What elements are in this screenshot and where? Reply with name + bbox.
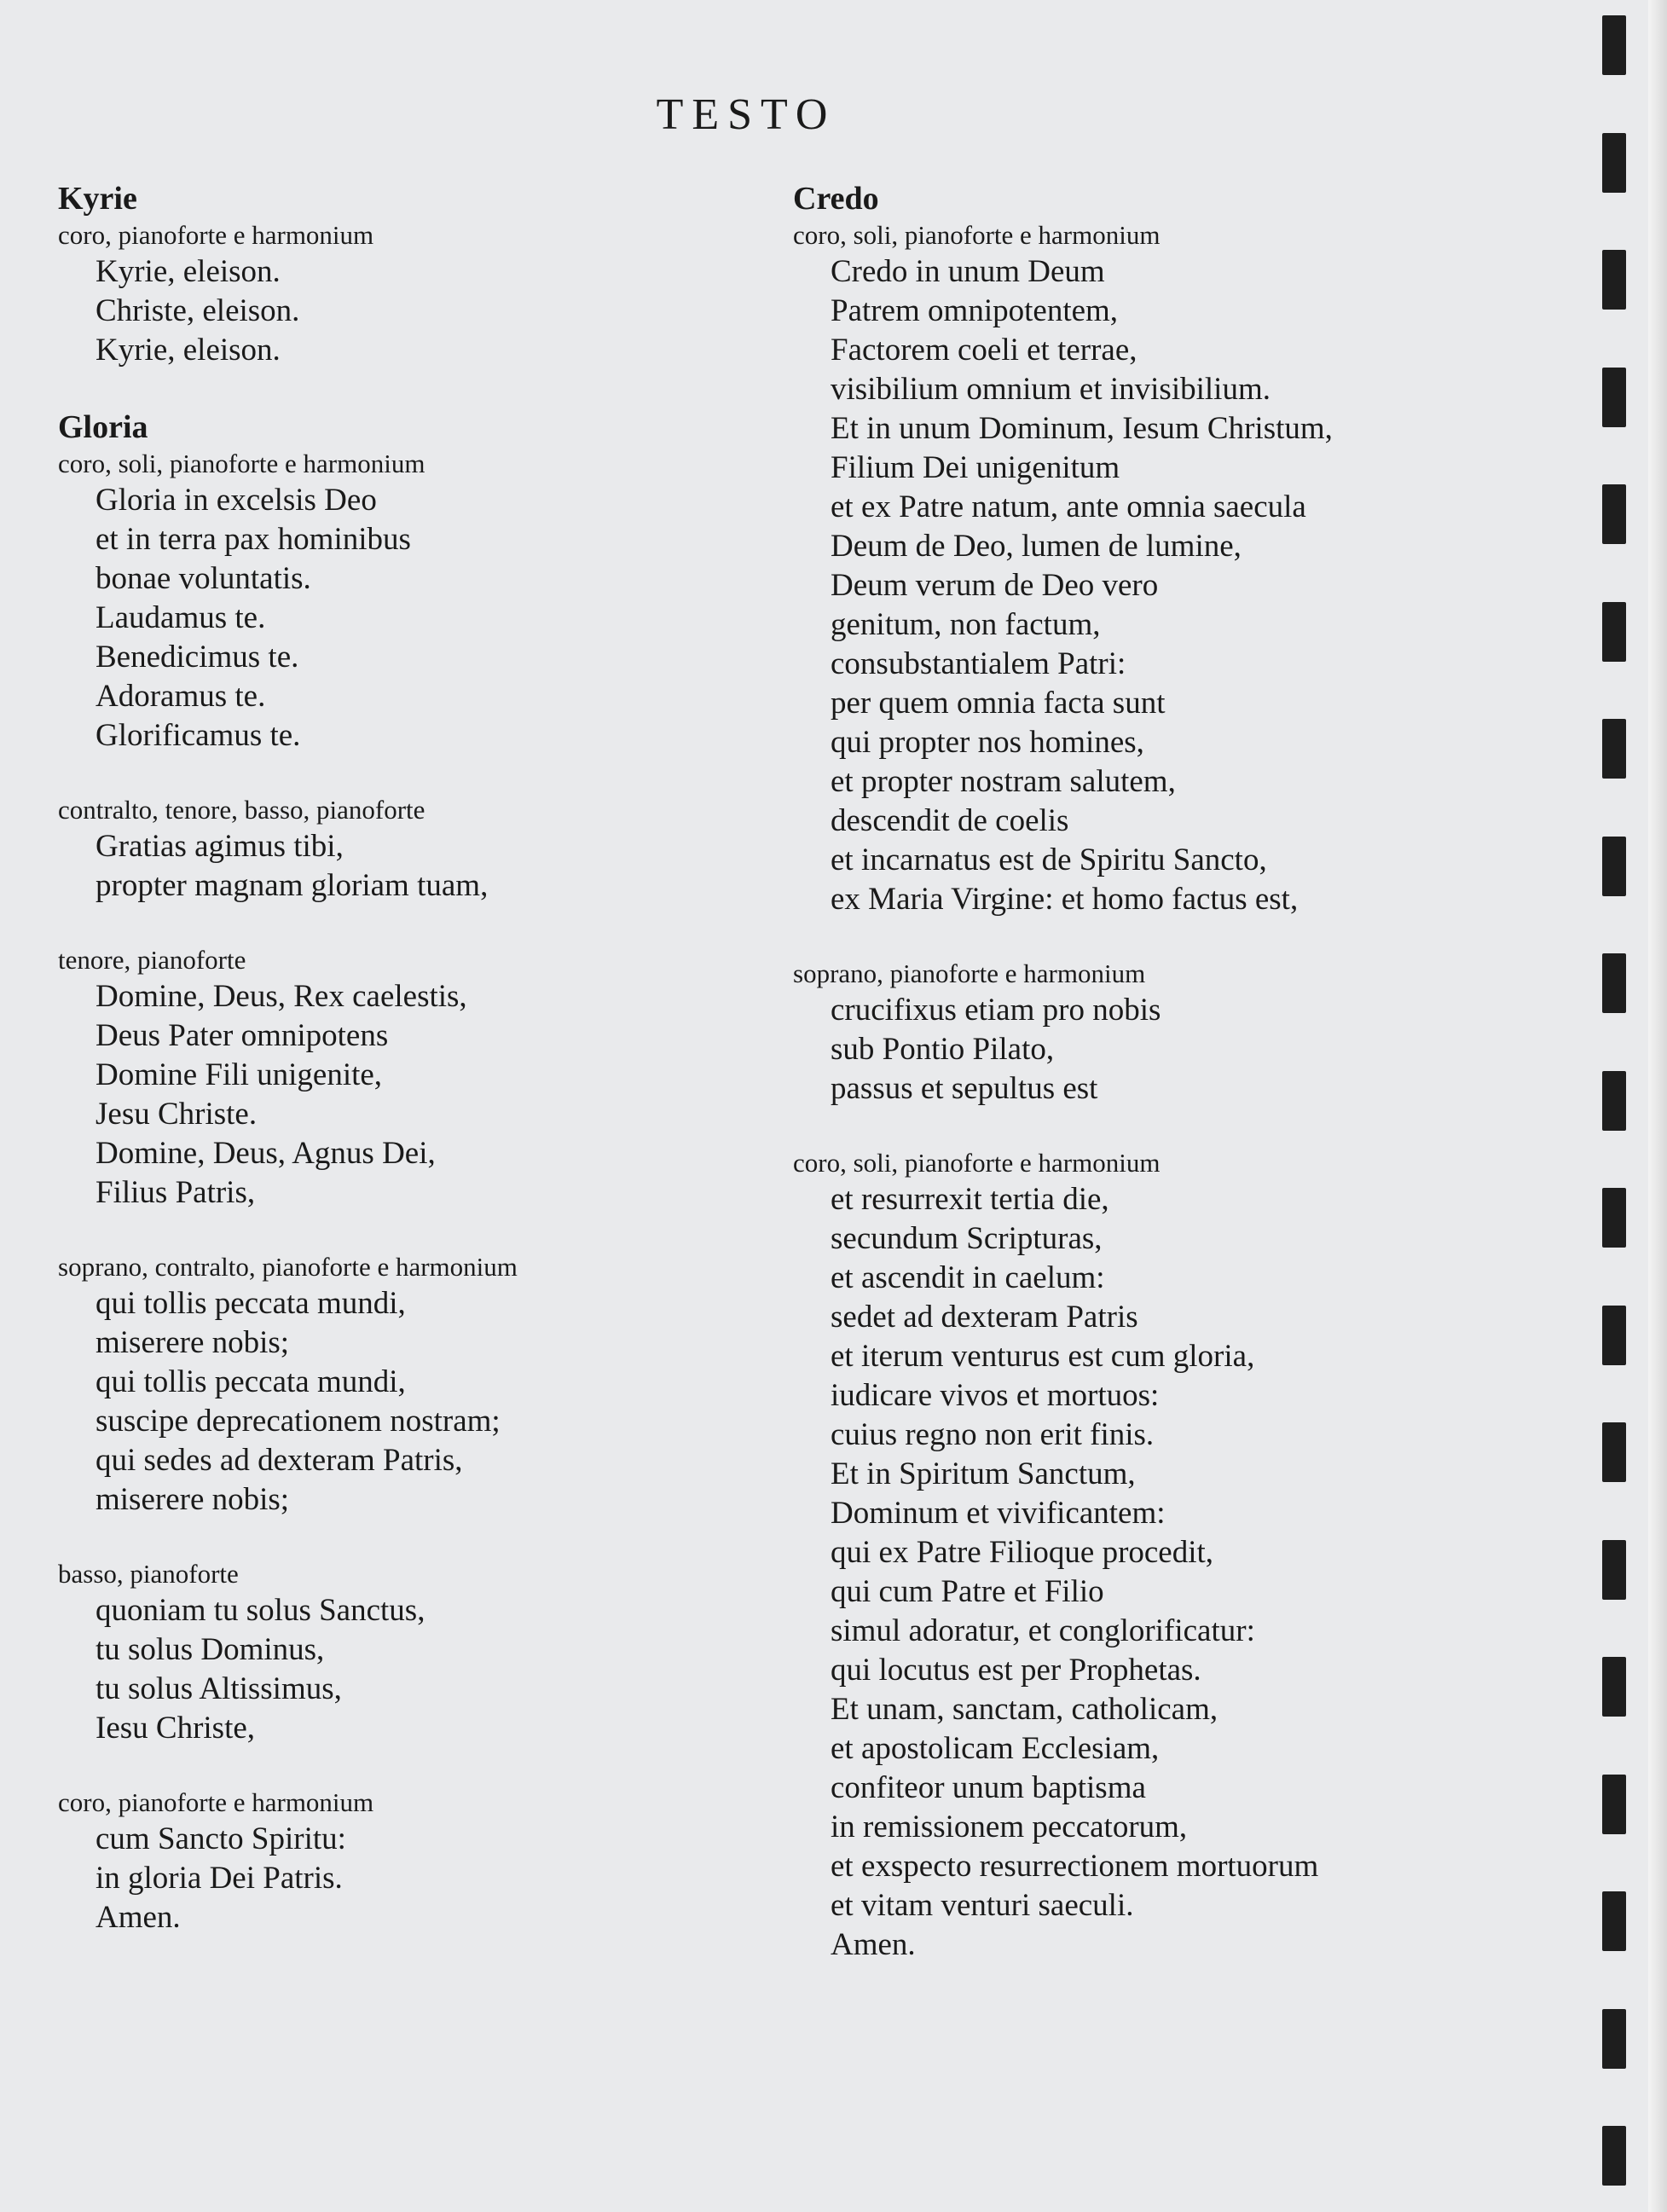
text-part (58, 1250, 740, 1520)
lyric-line: Et in Spiritum Sanctum, (831, 1456, 1136, 1491)
left-column (58, 179, 740, 1975)
lyric-line: qui sedes ad dexteram Patris, (96, 1443, 463, 1478)
lyric-line: per quem omnia facta sunt (831, 686, 1166, 721)
binding-hole (1602, 250, 1626, 310)
binding-hole (1602, 1422, 1626, 1482)
binding-hole (1602, 15, 1626, 75)
lyric-line: Et in unum Dominum, Iesum Christum, (831, 411, 1333, 446)
lyric-line: et ascendit in caelum: (831, 1260, 1105, 1295)
text-part (58, 447, 740, 756)
lyric-line: Benedicimus te. (96, 640, 299, 675)
section (58, 408, 740, 1937)
lyric-line: Filium Dei unigenitum (831, 450, 1120, 485)
text-part (58, 218, 740, 370)
lyric-line: Christe, eleison. (96, 293, 300, 328)
binding-hole (1602, 1306, 1626, 1365)
lyric-line: in gloria Dei Patris. (96, 1861, 343, 1896)
lyric-line: Gloria in excelsis Deo (96, 483, 377, 518)
lyric-line: in remissionem peccatorum, (831, 1810, 1188, 1844)
lyric-line: simul adoratur, et conglorificatur: (831, 1613, 1255, 1648)
lyric-line: cuius regno non erit finis. (831, 1417, 1155, 1452)
binding-hole (1602, 953, 1626, 1013)
lyric-line: Kyrie, eleison. (96, 333, 281, 368)
lyric-line: iudicare vivos et mortuos: (831, 1378, 1160, 1413)
lyric-line: et exspecto resurrectionem mortuorum (831, 1849, 1319, 1884)
page-title: TESTO (656, 90, 836, 139)
binding-hole (1602, 1188, 1626, 1248)
lyric-line: tu solus Dominus, (96, 1632, 325, 1667)
section-title: Gloria (58, 409, 148, 445)
lyric-line: sub Pontio Pilato, (831, 1032, 1055, 1067)
lyric-line: Dominum et vivificantem: (831, 1496, 1166, 1531)
lyric-line: visibilium omnium et invisibilium. (831, 372, 1271, 407)
scoring-label: basso, pianoforte (58, 1559, 239, 1589)
lyric-line: qui ex Patre Filioque procedit, (831, 1535, 1214, 1570)
lyric-line: Jesu Christe. (96, 1097, 258, 1132)
binding-hole (1602, 1657, 1626, 1717)
text-part (793, 218, 1518, 919)
lyric-line: et iterum venturus est cum gloria, (831, 1339, 1255, 1374)
lyric-line: et propter nostram salutem, (831, 764, 1176, 799)
lyric-line: descendit de coelis (831, 803, 1069, 838)
lyric-line: Domine, Deus, Agnus Dei, (96, 1136, 436, 1171)
lyric-line: suscipe deprecationem nostram; (96, 1404, 501, 1439)
binding-hole (1602, 368, 1626, 427)
text-part (793, 957, 1518, 1109)
binding-hole (1602, 837, 1626, 896)
binding-hole (1602, 602, 1626, 662)
lyric-line: tu solus Altissimus, (96, 1671, 342, 1706)
lyric-line: miserere nobis; (96, 1482, 290, 1517)
lyric-line: Gratias agimus tibi, (96, 829, 344, 864)
lyric-line: et apostolicam Ecclesiam, (831, 1731, 1160, 1766)
scoring-label: tenore, pianoforte (58, 945, 246, 975)
scoring-label: coro, pianoforte e harmonium (58, 220, 374, 250)
lyric-line: Factorem coeli et terrae, (831, 333, 1137, 368)
section (793, 179, 1518, 1965)
lyric-line: Credo in unum Deum (831, 254, 1105, 289)
scoring-label: coro, soli, pianoforte e harmonium (58, 449, 425, 478)
lyric-line: et incarnatus est de Spiritu Sancto, (831, 843, 1267, 877)
lyric-line: Amen. (831, 1927, 916, 1962)
lyric-line: qui locutus est per Prophetas. (831, 1653, 1201, 1688)
text-part (58, 943, 740, 1213)
lyric-line: crucifixus etiam pro nobis (831, 993, 1161, 1028)
scoring-label: contralto, tenore, basso, pianoforte (58, 795, 425, 825)
binding-hole (1602, 1071, 1626, 1131)
lyric-line: Iesu Christe, (96, 1711, 256, 1746)
page-edge (1648, 0, 1667, 2212)
lyric-line: et ex Patre natum, ante omnia saecula (831, 489, 1306, 524)
lyric-line: confiteor unum baptisma (831, 1770, 1146, 1805)
lyric-line: genitum, non factum, (831, 607, 1101, 642)
scoring-label: coro, pianoforte e harmonium (58, 1787, 374, 1817)
lyric-line: Kyrie, eleison. (96, 254, 281, 289)
lyric-line: qui tollis peccata mundi, (96, 1364, 406, 1399)
text-part (58, 793, 740, 906)
scoring-label: soprano, contralto, pianoforte e harmonium (58, 1252, 518, 1282)
text-part (58, 1557, 740, 1748)
lyric-line: qui propter nos homines, (831, 725, 1144, 760)
binding-hole (1602, 1540, 1626, 1600)
text-part (58, 1786, 740, 1937)
section-title: Kyrie (58, 181, 137, 217)
binding-holes (1602, 0, 1626, 2212)
binding-hole (1602, 1891, 1626, 1951)
lyric-line: quoniam tu solus Sanctus, (96, 1593, 425, 1628)
lyric-line: qui cum Patre et Filio (831, 1574, 1104, 1609)
section-title: Credo (793, 181, 879, 217)
lyric-line: et resurrexit tertia die, (831, 1182, 1109, 1217)
lyric-line: cum Sancto Spiritu: (96, 1821, 346, 1856)
lyric-line: Deum verum de Deo vero (831, 568, 1159, 603)
lyric-line: Patrem omnipotentem, (831, 293, 1119, 328)
lyric-line: et vitam venturi saeculi. (831, 1888, 1134, 1923)
text-part (793, 1146, 1518, 1965)
lyric-line: passus et sepultus est (831, 1071, 1098, 1106)
scoring-label: coro, soli, pianoforte e harmonium (793, 1148, 1161, 1178)
lyric-line: et in terra pax hominibus (96, 522, 411, 557)
binding-hole (1602, 719, 1626, 779)
lyric-line: Domine, Deus, Rex caelestis, (96, 979, 467, 1014)
lyric-line: miserere nobis; (96, 1325, 290, 1360)
lyric-line: consubstantialem Patri: (831, 646, 1126, 681)
lyric-line: Deus Pater omnipotens (96, 1018, 389, 1053)
right-column (793, 179, 1518, 2002)
binding-hole (1602, 2126, 1626, 2186)
lyric-line: sedet ad dexteram Patris (831, 1300, 1138, 1335)
lyric-line: Domine Fili unigenite, (96, 1057, 383, 1092)
binding-hole (1602, 484, 1626, 544)
lyric-line: secundum Scripturas, (831, 1221, 1103, 1256)
lyric-line: bonae voluntatis. (96, 561, 311, 596)
lyric-line: Laudamus te. (96, 600, 266, 635)
section (58, 179, 740, 370)
lyric-line: Et unam, sanctam, catholicam, (831, 1692, 1218, 1727)
lyric-line: qui tollis peccata mundi, (96, 1286, 406, 1321)
lyric-line: Adoramus te. (96, 679, 266, 714)
lyric-line: propter magnam gloriam tuam, (96, 868, 489, 903)
lyric-line: Filius Patris, (96, 1175, 256, 1210)
binding-hole (1602, 1775, 1626, 1834)
scoring-label: coro, soli, pianoforte e harmonium (793, 220, 1161, 250)
binding-hole (1602, 133, 1626, 193)
binding-hole (1602, 2009, 1626, 2069)
scoring-label: soprano, pianoforte e harmonium (793, 958, 1146, 988)
lyric-line: Glorificamus te. (96, 718, 301, 753)
lyric-line: ex Maria Virgine: et homo factus est, (831, 882, 1299, 917)
lyric-line: Amen. (96, 1900, 181, 1935)
lyric-line: Deum de Deo, lumen de lumine, (831, 529, 1242, 564)
